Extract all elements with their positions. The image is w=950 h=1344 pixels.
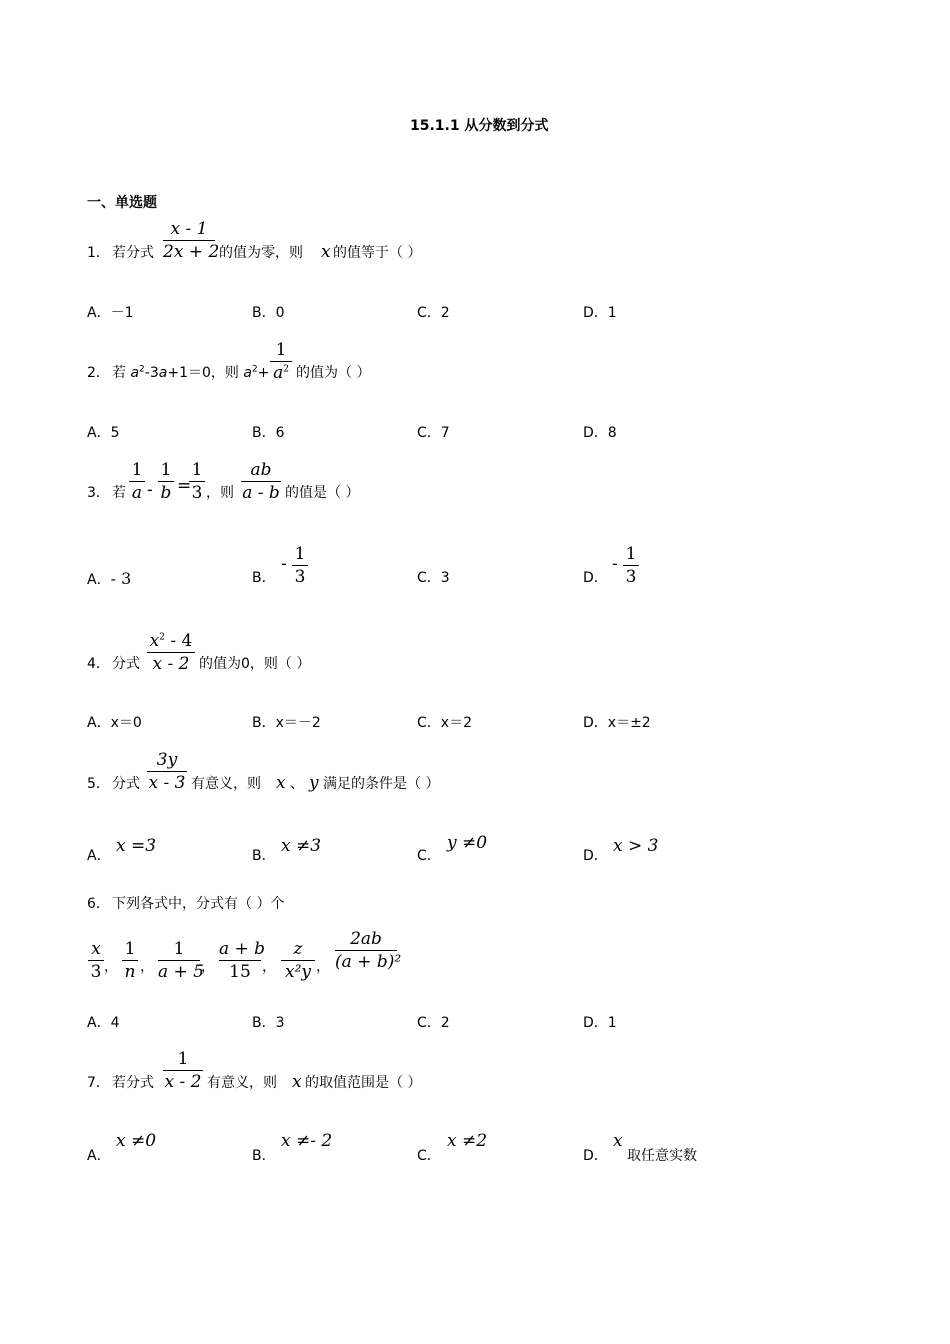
question-number: 1． [87,245,110,261]
question-number: 5． [87,776,110,792]
option-b[interactable]: B． [252,1148,276,1164]
option-c[interactable]: C．x＝2 [417,715,472,731]
comma: ， [201,959,215,975]
operator: = [177,476,192,496]
expression-item: z x²y [281,939,315,982]
option-a-math: x ≠0 [116,1131,157,1151]
question-text: 的值为零，则 [219,245,303,261]
option-b-math: x ≠- 2 [281,1131,333,1151]
section-heading: 一、单选题 [87,195,157,211]
question-text: 的值为0，则（ ） [199,656,311,672]
question-text: 满足的条件是（ ） [323,776,440,792]
option-c[interactable]: C．7 [417,425,450,441]
question-text: 的值等于（ ） [333,245,422,261]
question-number: 3． [87,485,110,501]
option-c-math: y ≠0 [447,833,488,853]
option-a[interactable]: A． [87,1148,111,1164]
question-number: 6． [87,896,110,912]
comma: ， [262,959,276,975]
question-number: 7． [87,1075,110,1091]
option-a[interactable]: A． [87,848,111,864]
minus-sign: - [281,554,287,574]
option-c-math: x ≠2 [447,1131,488,1151]
option-d[interactable]: D．1 [583,305,617,321]
fraction: 1 3 [292,544,308,587]
variable: y [309,773,319,793]
operator: - [147,480,153,500]
fraction [163,219,220,262]
fraction: 1 3 [189,460,205,503]
option-d[interactable]: D． [583,1148,608,1164]
question-text: 有意义，则 [191,776,261,792]
question-text: 若分式 [112,245,154,261]
option-b[interactable]: B．6 [252,425,285,441]
separator: 、 [290,776,304,792]
option-b[interactable]: B． [252,570,276,586]
option-c[interactable]: C． [417,1148,441,1164]
option-b[interactable]: B．0 [252,305,285,321]
question-number: 4． [87,656,110,672]
minus-sign: - [612,554,618,574]
option-a[interactable]: A．5 [87,425,120,441]
question-text: 若分式 [112,1075,154,1091]
option-d[interactable]: D．1 [583,1015,617,1031]
fraction: 1 3 [623,544,639,587]
option-b-math: x ≠3 [281,836,322,856]
question-text: 分式 [112,656,140,672]
question-text: ，则 [206,485,234,501]
option-d-math: x [613,1131,623,1151]
fraction: 1 a [129,460,145,503]
fraction-bar [163,240,215,241]
expression-item: a + b 15 [219,939,266,982]
option-d[interactable]: D． [583,848,608,864]
fraction-numerator: x - 1 [170,219,208,239]
expression-item: x 3 [88,939,104,982]
variable: x [292,1072,302,1092]
question-text: 的值为（ ） [296,365,371,381]
comma: ， [104,959,118,975]
option-d-math: x > 3 [613,836,659,856]
page-title: 15.1.1 从分数到分式 [410,118,549,134]
expression-item: 1 a + 5 [158,939,205,982]
question-text: 分式 [112,776,140,792]
option-d[interactable]: D．8 [583,425,617,441]
question-text: 的值是（ ） [285,485,360,501]
question-text: 有意义，则 [207,1075,277,1091]
fraction-numerator: 1 [275,340,287,360]
fraction-denominator: 2x + 2 [163,242,220,262]
option-a[interactable]: A．x＝0 [87,715,142,731]
question-text: 若 $a^2-3a+1=0$，则 $a^2+$ [112,364,270,381]
option-b[interactable]: B．x＝－2 [252,715,321,731]
option-c[interactable]: C．2 [417,305,450,321]
option-a[interactable]: A．- 3 [87,569,132,588]
fraction-denominator: a [273,363,284,383]
question-text: 下列各式中，分式有（ ）个 [112,896,285,912]
fraction: 1 x - 2 [164,1049,202,1092]
option-a[interactable]: A．4 [87,1015,120,1031]
question-number: 2． [87,365,110,381]
expression-item: 2ab (a + b)² [335,929,402,972]
fraction-bar [270,361,292,362]
option-d-text: 取任意实数 [627,1148,697,1164]
option-a[interactable]: A．－1 [87,305,134,321]
option-d[interactable]: D．x＝±2 [583,715,651,731]
comma: ， [316,959,330,975]
option-c[interactable]: C． [417,848,441,864]
option-b[interactable]: B． [252,848,276,864]
option-c[interactable]: C．3 [417,570,450,586]
option-d[interactable]: D． [583,570,608,586]
option-a-math: x =3 [116,836,157,856]
fraction: 1 b [158,460,174,503]
question-text: 若 [112,485,126,501]
fraction: 1 $a^2$ [270,340,292,383]
fraction: $x^2 - 4$ x - 2 [147,631,195,674]
comma: ， [140,959,154,975]
variable: x [321,242,331,262]
option-c[interactable]: C．2 [417,1015,450,1031]
question-text: 的取值范围是（ ） [305,1075,422,1091]
expression-item: 1 n [122,939,138,982]
variable: x [276,773,286,793]
option-b[interactable]: B．3 [252,1015,285,1031]
fraction: 3y x - 3 [148,750,186,793]
fraction: ab a - b [242,460,280,503]
